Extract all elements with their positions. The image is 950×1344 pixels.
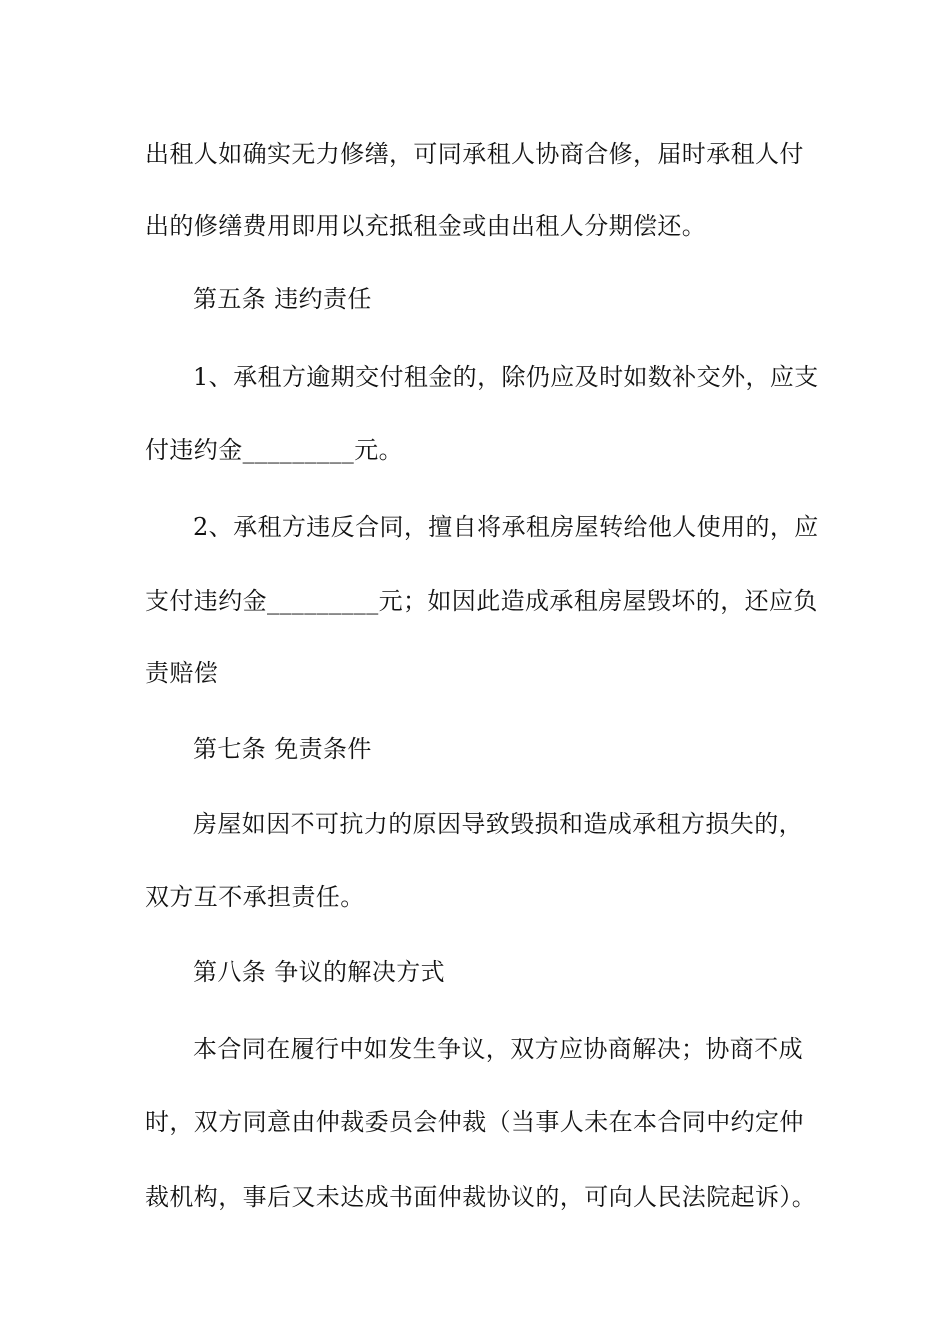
text-line: 1、承租方逾期交付租金的，除仍应及时如数补交外，应支 [193,363,819,391]
text-line: 本合同在履行中如发生争议，双方应协商解决；协商不成 [193,1035,803,1063]
text-line: 房屋如因不可抗力的原因导致毁损和造成承租方损失的， [193,810,803,838]
text-line: 2、承租方违反合同，擅自将承租房屋转给他人使用的，应 [193,513,819,541]
text-line: 付违约金_________元。 [145,436,403,464]
text-line: 出的修缮费用即用以充抵租金或由出租人分期偿还。 [145,212,707,240]
section-heading: 第八条 争议的解决方式 [193,958,446,986]
text-line: 支付违约金_________元；如因此造成承租房屋毁坏的，还应负 [145,587,818,615]
section-heading: 第七条 免责条件 [193,735,372,763]
text-line: 时，双方同意由仲裁委员会仲裁（当事人未在本合同中约定仲 [145,1108,804,1136]
text-line: 双方互不承担责任。 [145,883,365,911]
text-line: 责赔偿 [145,659,219,687]
text-line: 出租人如确实无力修缮，可同承租人协商合修，届时承租人付 [145,140,804,168]
section-heading: 第五条 违约责任 [193,285,372,313]
text-line: 裁机构，事后又未达成书面仲裁协议的，可向人民法院起诉）。 [145,1183,817,1211]
